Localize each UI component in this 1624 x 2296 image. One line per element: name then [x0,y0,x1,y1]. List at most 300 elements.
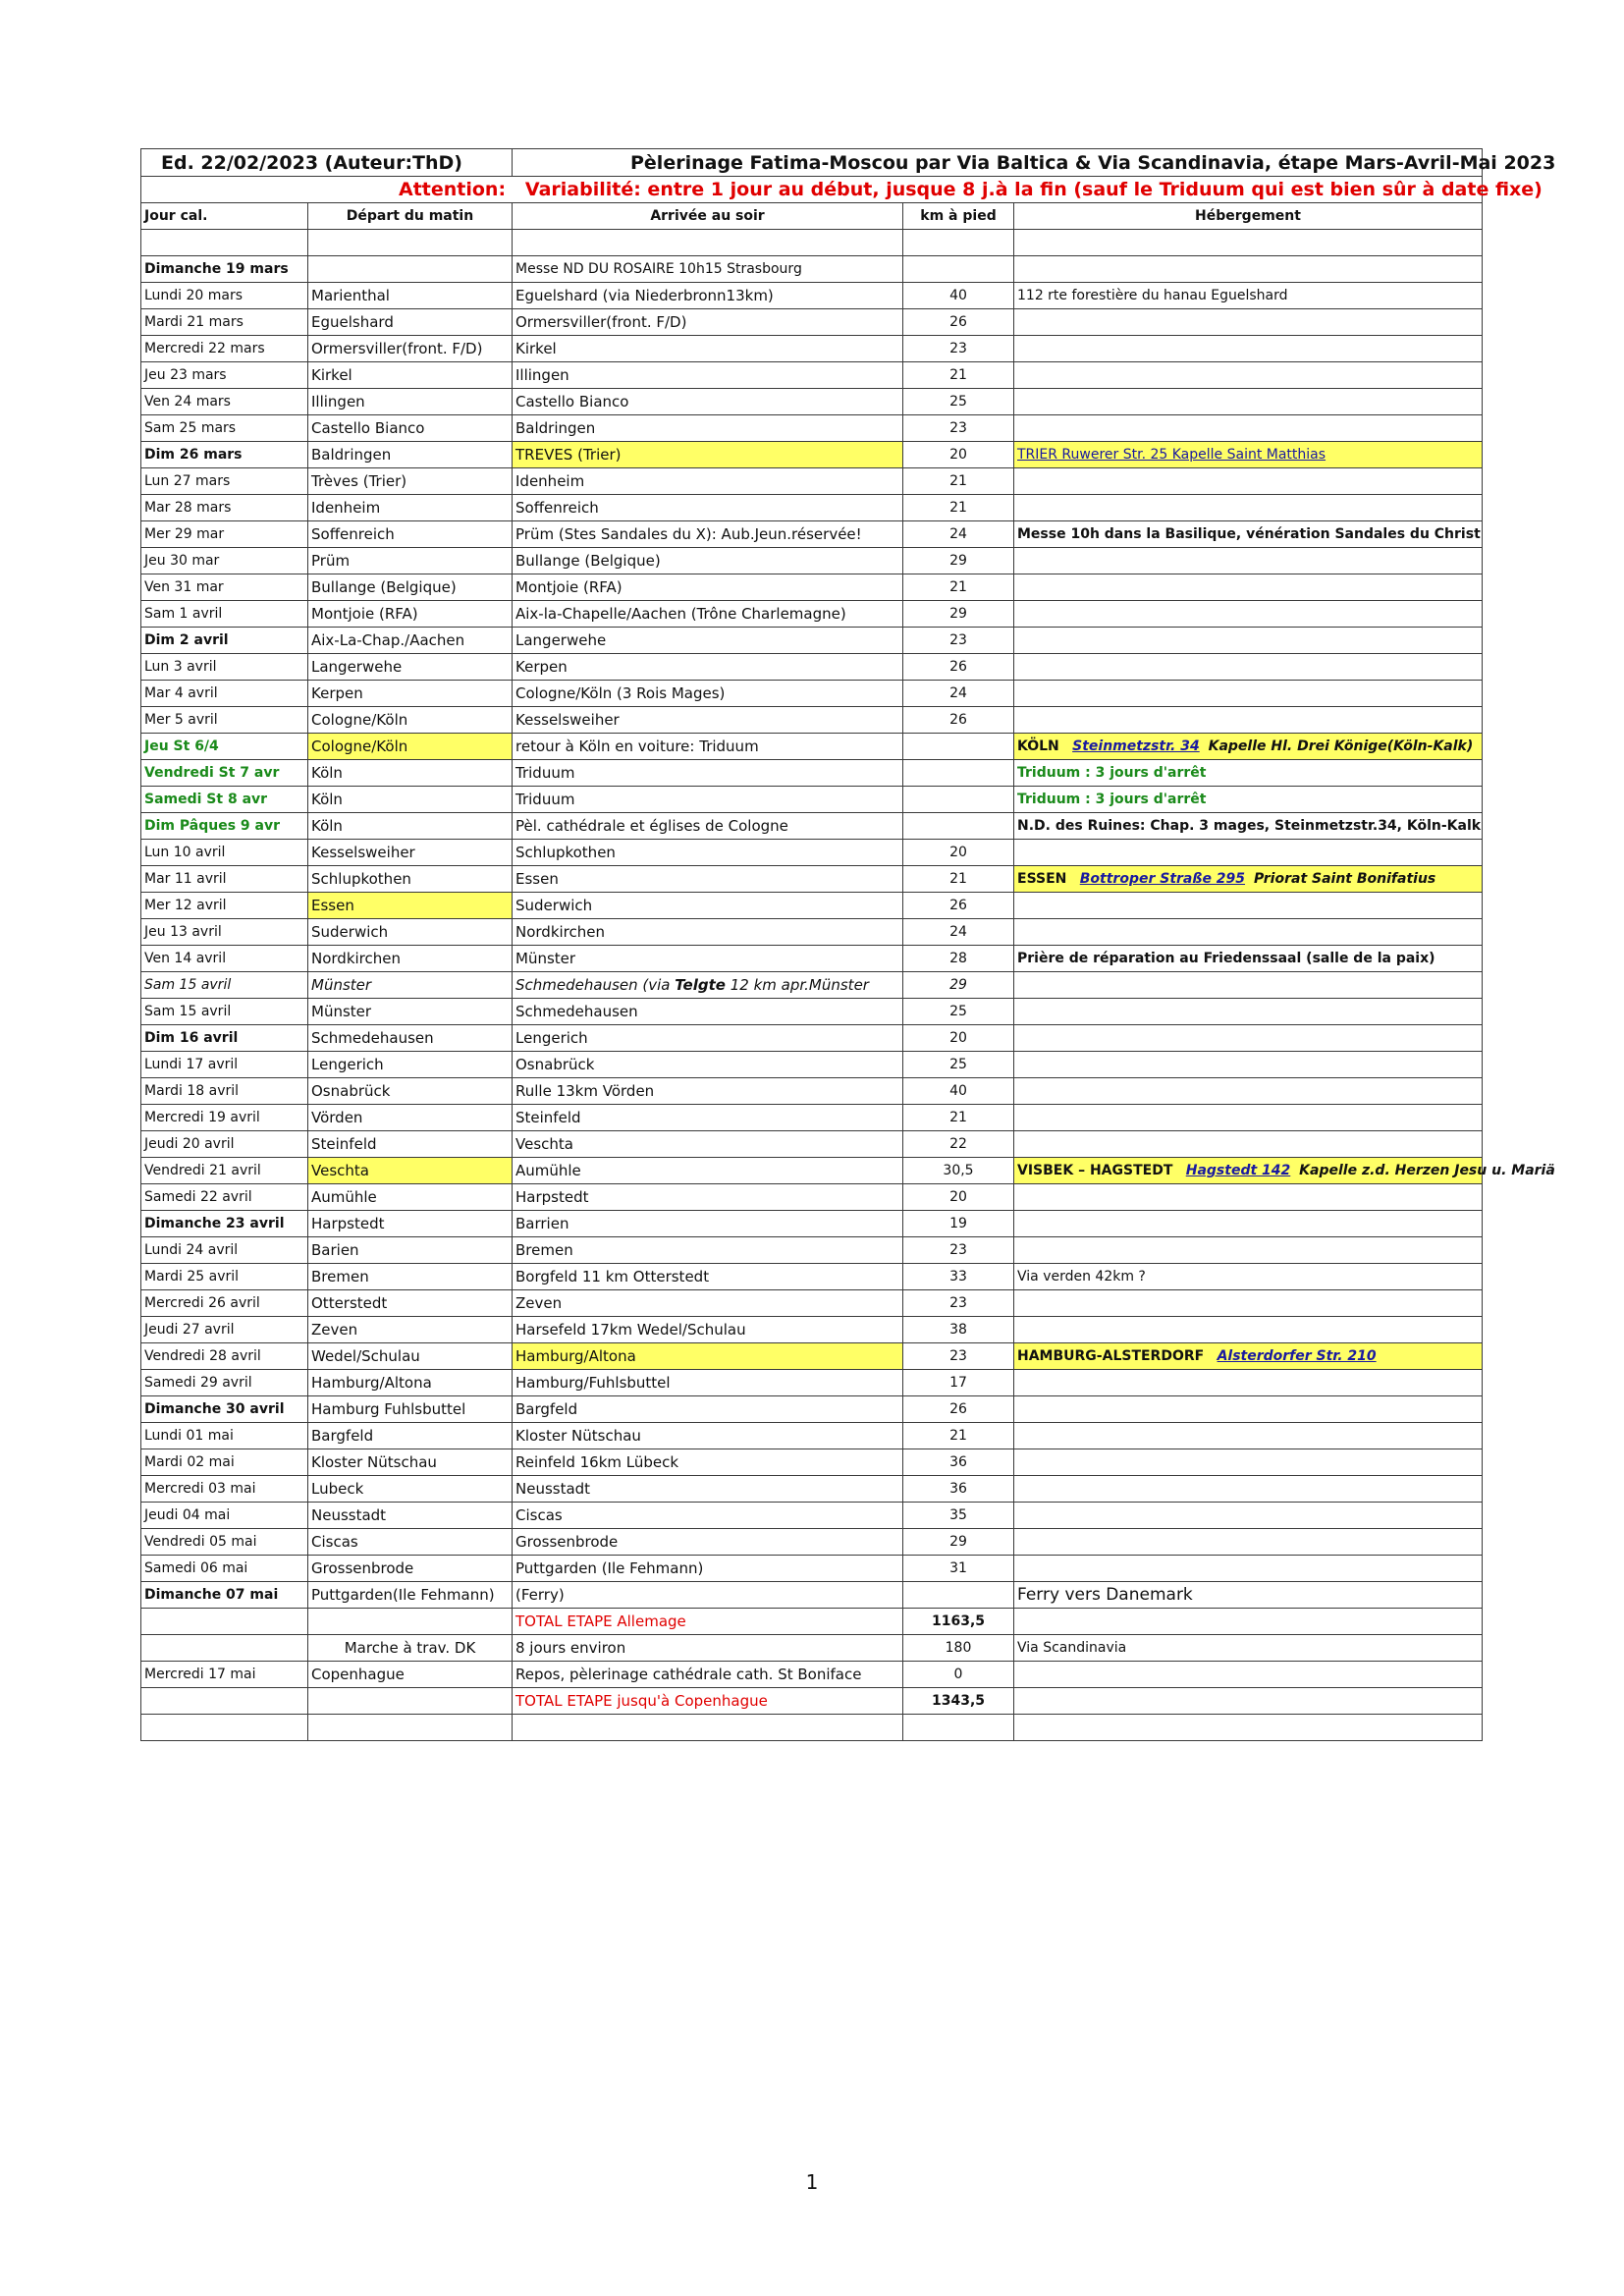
table-row [141,919,1483,946]
cell-lodging [1014,1131,1483,1158]
cell-km: 21 [903,362,1014,389]
col-header-lodging: Hébergement [1014,203,1483,230]
cell-lodging: Via Scandinavia [1014,1635,1483,1662]
table-row [141,548,1483,574]
cell-arrival: Pèl. cathédrale et églises de Cologne [513,813,903,840]
cell-km: 38 [903,1317,1014,1343]
cell-arrival: Bargfeld [513,1396,903,1423]
cell-km: 26 [903,893,1014,919]
cell-lodging [1014,1556,1483,1582]
table-row [141,628,1483,654]
col-header-departure: Départ du matin [308,203,513,230]
cell-km: 23 [903,628,1014,654]
cell-lodging [1014,1423,1483,1449]
cell-departure: Harpstedt [308,1211,513,1237]
cell-arrival: Reinfeld 16km Lübeck [513,1449,903,1476]
cell-day: Lun 27 mars [141,468,308,495]
cell-lodging [1014,1609,1483,1635]
cell-departure: Kerpen [308,681,513,707]
lodging-place: Priorat Saint Bonifatius [1253,871,1436,887]
arrival-part: Schmedehausen (via [515,976,676,994]
empty-row [141,1715,1483,1741]
cell-km: 23 [903,1290,1014,1317]
cell-day: Mercredi 17 mai [141,1662,308,1688]
cell-lodging [1014,256,1483,283]
cell-day: Vendredi 21 avril [141,1158,308,1184]
table-row [141,840,1483,866]
cell-arrival: Triduum [513,787,903,813]
cell-arrival: Montjoie (RFA) [513,574,903,601]
cell-km: 40 [903,283,1014,309]
cell-departure: Marche à trav. DK [308,1635,513,1662]
cell-departure: Münster [308,972,513,999]
cell-lodging [1014,1476,1483,1503]
table-row [141,1662,1483,1688]
cell-day: Vendredi 05 mai [141,1529,308,1556]
cell-km: 17 [903,1370,1014,1396]
lodging-place: Kapelle z.d. Herzen Jesu u. Mariä [1299,1163,1555,1178]
cell-arrival: Grossenbrode [513,1529,903,1556]
cell-lodging [1014,866,1483,893]
cell-km: 29 [903,548,1014,574]
cell-day: Ven 14 avril [141,946,308,972]
cell-km: 1163,5 [903,1609,1014,1635]
cell-km: 22 [903,1131,1014,1158]
table-row [141,1582,1483,1609]
cell-km: 26 [903,309,1014,336]
attention-text: Variabilité: entre 1 jour au début, jusque 8 j.à la fin (sauf le Triduum qui est bien sûr à date fixe) [524,179,1543,200]
itinerary-table [140,148,1556,1741]
cell-day: Lundi 24 avril [141,1237,308,1264]
cell-lodging [1014,389,1483,415]
cell-lodging [1014,1078,1483,1105]
cell-lodging [1014,574,1483,601]
cell-departure: Vörden [308,1105,513,1131]
table-row [141,1396,1483,1423]
cell-departure: Cologne/Köln [308,734,513,760]
cell-day: Dim 16 avril [141,1025,308,1052]
empty-cell [903,1715,1014,1741]
cell-lodging: N.D. des Ruines: Chap. 3 mages, Steinmetzstr.34, Köln-Kalk [1014,813,1483,840]
cell-lodging [1014,1688,1483,1715]
cell-km: 40 [903,1078,1014,1105]
cell-km [903,256,1014,283]
table-row [141,1688,1483,1715]
cell-departure: Wedel/Schulau [308,1343,513,1370]
cell-departure: Köln [308,813,513,840]
cell-departure: Suderwich [308,919,513,946]
cell-km: 21 [903,1105,1014,1131]
cell-day: Mardi 02 mai [141,1449,308,1476]
cell-lodging [1014,1503,1483,1529]
cell-lodging [1014,1396,1483,1423]
cell-arrival: Prüm (Stes Sandales du X): Aub.Jeun.réservée! [513,521,903,548]
cell-km: 26 [903,1396,1014,1423]
cell-arrival: Soffenreich [513,495,903,521]
table-row [141,972,1483,999]
cell-day: Jeudi 27 avril [141,1317,308,1343]
cell-lodging: Prière de réparation au Friedenssaal (salle de la paix) [1014,946,1483,972]
cell-departure: Schlupkothen [308,866,513,893]
cell-arrival: Bremen [513,1237,903,1264]
cell-lodging: TRIER Ruwerer Str. 25 Kapelle Saint Matthias [1014,442,1483,468]
table-row [141,415,1483,442]
cell-departure: Neusstadt [308,1503,513,1529]
cell-lodging: Messe 10h dans la Basilique, vénération Sandales du Christ [1014,521,1483,548]
cell-day: Sam 15 avril [141,999,308,1025]
cell-day: Samedi 06 mai [141,1556,308,1582]
cell-arrival: Suderwich [513,893,903,919]
cell-day [141,1635,308,1662]
cell-arrival: Bullange (Belgique) [513,548,903,574]
cell-km: 21 [903,495,1014,521]
cell-arrival: Kerpen [513,654,903,681]
cell-day: Lundi 20 mars [141,283,308,309]
cell-km [903,1582,1014,1609]
cell-day [141,1688,308,1715]
table-row [141,468,1483,495]
cell-arrival: Steinfeld [513,1105,903,1131]
cell-lodging [1014,415,1483,442]
cell-km: 25 [903,389,1014,415]
cell-lodging: Via verden 42km ? [1014,1264,1483,1290]
cell-lodging [1014,628,1483,654]
table-row [141,442,1483,468]
table-row [141,1078,1483,1105]
cell-arrival: Veschta [513,1131,903,1158]
cell-km: 20 [903,1184,1014,1211]
cell-departure [308,1609,513,1635]
table-row [141,1370,1483,1396]
cell-km: 29 [903,601,1014,628]
cell-lodging [1014,1317,1483,1343]
empty-cell [308,1715,513,1741]
cell-departure: Cologne/Köln [308,707,513,734]
cell-km: 36 [903,1449,1014,1476]
cell-lodging [1014,707,1483,734]
cell-day: Samedi 22 avril [141,1184,308,1211]
cell-arrival: Kirkel [513,336,903,362]
cell-departure: Hamburg/Altona [308,1370,513,1396]
table-row [141,1529,1483,1556]
cell-departure: Bullange (Belgique) [308,574,513,601]
table-row [141,1423,1483,1449]
cell-day: Sam 1 avril [141,601,308,628]
cell-departure: Kesselsweiher [308,840,513,866]
cell-departure: Hamburg Fuhlsbuttel [308,1396,513,1423]
cell-departure: Bremen [308,1264,513,1290]
cell-lodging [1014,919,1483,946]
cell-km: 25 [903,999,1014,1025]
cell-km: 26 [903,707,1014,734]
cell-arrival: Messe ND DU ROSAIRE 10h15 Strasbourg [513,256,903,283]
cell-departure: Otterstedt [308,1290,513,1317]
cell-lodging: Triduum : 3 jours d'arrêt [1014,760,1483,787]
cell-km: 29 [903,1529,1014,1556]
cell-arrival: Puttgarden (Ile Fehmann) [513,1556,903,1582]
cell-day: Samedi St 8 avr [141,787,308,813]
cell-lodging [1014,495,1483,521]
cell-day: Mar 4 avril [141,681,308,707]
cell-km: 25 [903,1052,1014,1078]
document-title: Pèlerinage Fatima-Moscou par Via Baltica & Via Scandinavia, étape Mars-Avril-Mai 2023 [513,149,1483,177]
cell-departure: Schmedehausen [308,1025,513,1052]
cell-arrival: Hamburg/Altona [513,1343,903,1370]
cell-departure: Grossenbrode [308,1556,513,1582]
cell-km [903,760,1014,787]
cell-km: 33 [903,1264,1014,1290]
cell-lodging [1014,362,1483,389]
cell-km [903,787,1014,813]
table-row [141,1211,1483,1237]
cell-day: Dim 26 mars [141,442,308,468]
cell-lodging [1014,1343,1483,1370]
cell-lodging: 112 rte forestière du hanau Eguelshard [1014,283,1483,309]
lodging-place: Kapelle Hl. Drei Könige(Köln-Kalk) [1208,738,1474,754]
cell-day: Mer 12 avril [141,893,308,919]
table-row [141,389,1483,415]
cell-departure: Soffenreich [308,521,513,548]
cell-km: 0 [903,1662,1014,1688]
cell-departure: Osnabrück [308,1078,513,1105]
cell-day: Mercredi 26 avril [141,1290,308,1317]
cell-day: Jeu 23 mars [141,362,308,389]
cell-departure: Puttgarden(Ile Fehmann) [308,1582,513,1609]
cell-km: 21 [903,468,1014,495]
cell-day: Sam 25 mars [141,415,308,442]
table-row [141,1317,1483,1343]
table-row [141,734,1483,760]
cell-departure: Steinfeld [308,1131,513,1158]
cell-day: Lun 10 avril [141,840,308,866]
cell-km: 24 [903,681,1014,707]
table-row [141,1025,1483,1052]
table-row [141,760,1483,787]
lodging-city: VISBEK – HAGSTEDT [1017,1163,1173,1178]
edition-label: Ed. 22/02/2023 (Auteur:ThD) [141,149,513,177]
cell-departure: Lengerich [308,1052,513,1078]
cell-day: Lundi 01 mai [141,1423,308,1449]
cell-departure: Eguelshard [308,309,513,336]
table-row [141,495,1483,521]
cell-departure: Köln [308,760,513,787]
cell-day: Dimanche 30 avril [141,1396,308,1423]
cell-day [141,1609,308,1635]
cell-departure: Münster [308,999,513,1025]
cell-arrival: Barrien [513,1211,903,1237]
cell-km: 35 [903,1503,1014,1529]
cell-lodging [1014,1449,1483,1476]
empty-cell [1014,1715,1483,1741]
cell-lodging [1014,309,1483,336]
table-row [141,1290,1483,1317]
cell-arrival: Nordkirchen [513,919,903,946]
cell-arrival [513,972,903,999]
cell-km [903,734,1014,760]
cell-arrival: Neusstadt [513,1476,903,1503]
lodging-city: ESSEN [1017,871,1067,887]
table-row [141,1343,1483,1370]
attention-label: Attention: [399,179,507,200]
table-row [141,601,1483,628]
cell-day: Dim Pâques 9 avr [141,813,308,840]
cell-lodging [1014,1184,1483,1211]
cell-departure: Idenheim [308,495,513,521]
lodging-address: Steinmetzstr. 34 [1072,738,1200,754]
cell-arrival: Eguelshard (via Niederbronn13km) [513,283,903,309]
cell-day: Mer 29 mar [141,521,308,548]
col-header-day: Jour cal. [141,203,308,230]
cell-day: Mercredi 03 mai [141,1476,308,1503]
column-header-row [141,203,1483,230]
cell-km: 180 [903,1635,1014,1662]
cell-day: Dimanche 19 mars [141,256,308,283]
cell-arrival: TOTAL ETAPE Allemage [513,1609,903,1635]
cell-lodging: Triduum : 3 jours d'arrêt [1014,787,1483,813]
cell-day: Mardi 18 avril [141,1078,308,1105]
cell-departure: Aix-La-Chap./Aachen [308,628,513,654]
table-row [141,283,1483,309]
cell-departure: Langerwehe [308,654,513,681]
cell-km: 23 [903,1237,1014,1264]
cell-day: Mar 28 mars [141,495,308,521]
cell-arrival: retour à Köln en voiture: Triduum [513,734,903,760]
cell-km: 21 [903,574,1014,601]
cell-km: 24 [903,919,1014,946]
table-row [141,336,1483,362]
cell-lodging [1014,734,1483,760]
cell-arrival: Harpstedt [513,1184,903,1211]
table-row [141,707,1483,734]
cell-km: 21 [903,1423,1014,1449]
cell-day: Jeu St 6/4 [141,734,308,760]
cell-departure: Köln [308,787,513,813]
cell-day: Sam 15 avril [141,972,308,999]
cell-arrival: Triduum [513,760,903,787]
cell-departure: Prüm [308,548,513,574]
cell-arrival: Aumühle [513,1158,903,1184]
table-row [141,946,1483,972]
cell-lodging [1014,1370,1483,1396]
cell-km [903,813,1014,840]
cell-arrival: Ormersviller(front. F/D) [513,309,903,336]
arrival-via-town: Telgte [675,976,726,994]
cell-km: 31 [903,1556,1014,1582]
cell-arrival: Kesselsweiher [513,707,903,734]
cell-lodging [1014,972,1483,999]
cell-lodging [1014,1662,1483,1688]
cell-day: Mardi 21 mars [141,309,308,336]
cell-lodging [1014,893,1483,919]
table-row [141,1052,1483,1078]
cell-day: Jeudi 20 avril [141,1131,308,1158]
empty-cell [513,1715,903,1741]
cell-arrival: Kloster Nütschau [513,1423,903,1449]
table-row [141,1237,1483,1264]
header-row [141,149,1483,177]
cell-arrival: Castello Bianco [513,389,903,415]
cell-departure [308,256,513,283]
col-header-arrival: Arrivée au soir [513,203,903,230]
table-row [141,1476,1483,1503]
table-row [141,1131,1483,1158]
cell-departure: Barien [308,1237,513,1264]
cell-day: Lundi 17 avril [141,1052,308,1078]
cell-lodging [1014,1290,1483,1317]
cell-lodging: Ferry vers Danemark [1014,1582,1483,1609]
cell-lodging [1014,1105,1483,1131]
cell-departure: Essen [308,893,513,919]
cell-arrival: Cologne/Köln (3 Rois Mages) [513,681,903,707]
table-row [141,654,1483,681]
cell-day: Vendredi 28 avril [141,1343,308,1370]
empty-cell [141,1715,308,1741]
cell-arrival: Essen [513,866,903,893]
cell-lodging [1014,468,1483,495]
cell-arrival: TREVES (Trier) [513,442,903,468]
cell-departure: Veschta [308,1158,513,1184]
cell-departure: Marienthal [308,283,513,309]
cell-arrival: TOTAL ETAPE jusqu'à Copenhague [513,1688,903,1715]
cell-lodging [1014,654,1483,681]
cell-km: 23 [903,415,1014,442]
cell-lodging [1014,1237,1483,1264]
cell-day: Vendredi St 7 avr [141,760,308,787]
lodging-city: HAMBURG-ALSTERDORF [1017,1348,1205,1364]
table-row [141,866,1483,893]
cell-day: Jeu 13 avril [141,919,308,946]
table-row [141,1449,1483,1476]
cell-day: Dimanche 23 avril [141,1211,308,1237]
cell-departure: Kloster Nütschau [308,1449,513,1476]
cell-lodging [1014,840,1483,866]
spacer-row [141,230,1483,256]
cell-lodging [1014,1158,1555,1184]
cell-arrival: Repos, pèlerinage cathédrale cath. St Boniface [513,1662,903,1688]
cell-arrival: Baldringen [513,415,903,442]
cell-lodging [1014,1025,1483,1052]
cell-departure: Ciscas [308,1529,513,1556]
cell-km: 36 [903,1476,1014,1503]
lodging-city: KÖLN [1017,738,1059,754]
arrival-part: 12 km apr.Münster [725,976,869,994]
cell-arrival: Rulle 13km Vörden [513,1078,903,1105]
lodging-address: Alsterdorfer Str. 210 [1217,1348,1377,1364]
cell-arrival: Hamburg/Fuhlsbuttel [513,1370,903,1396]
cell-km: 24 [903,521,1014,548]
cell-arrival: Lengerich [513,1025,903,1052]
table-row [141,521,1483,548]
table-row [141,1635,1483,1662]
cell-arrival: Illingen [513,362,903,389]
cell-departure: Nordkirchen [308,946,513,972]
cell-arrival: Osnabrück [513,1052,903,1078]
cell-day: Mercredi 22 mars [141,336,308,362]
cell-arrival: Harsefeld 17km Wedel/Schulau [513,1317,903,1343]
cell-day: Mer 5 avril [141,707,308,734]
cell-departure: Montjoie (RFA) [308,601,513,628]
table-row [141,362,1483,389]
table-row [141,1609,1483,1635]
cell-arrival: (Ferry) [513,1582,903,1609]
table-row [141,1503,1483,1529]
cell-departure: Copenhague [308,1662,513,1688]
cell-departure: Bargfeld [308,1423,513,1449]
cell-km: 20 [903,840,1014,866]
attention-note [141,177,1543,203]
cell-km: 1343,5 [903,1688,1014,1715]
table-row [141,813,1483,840]
